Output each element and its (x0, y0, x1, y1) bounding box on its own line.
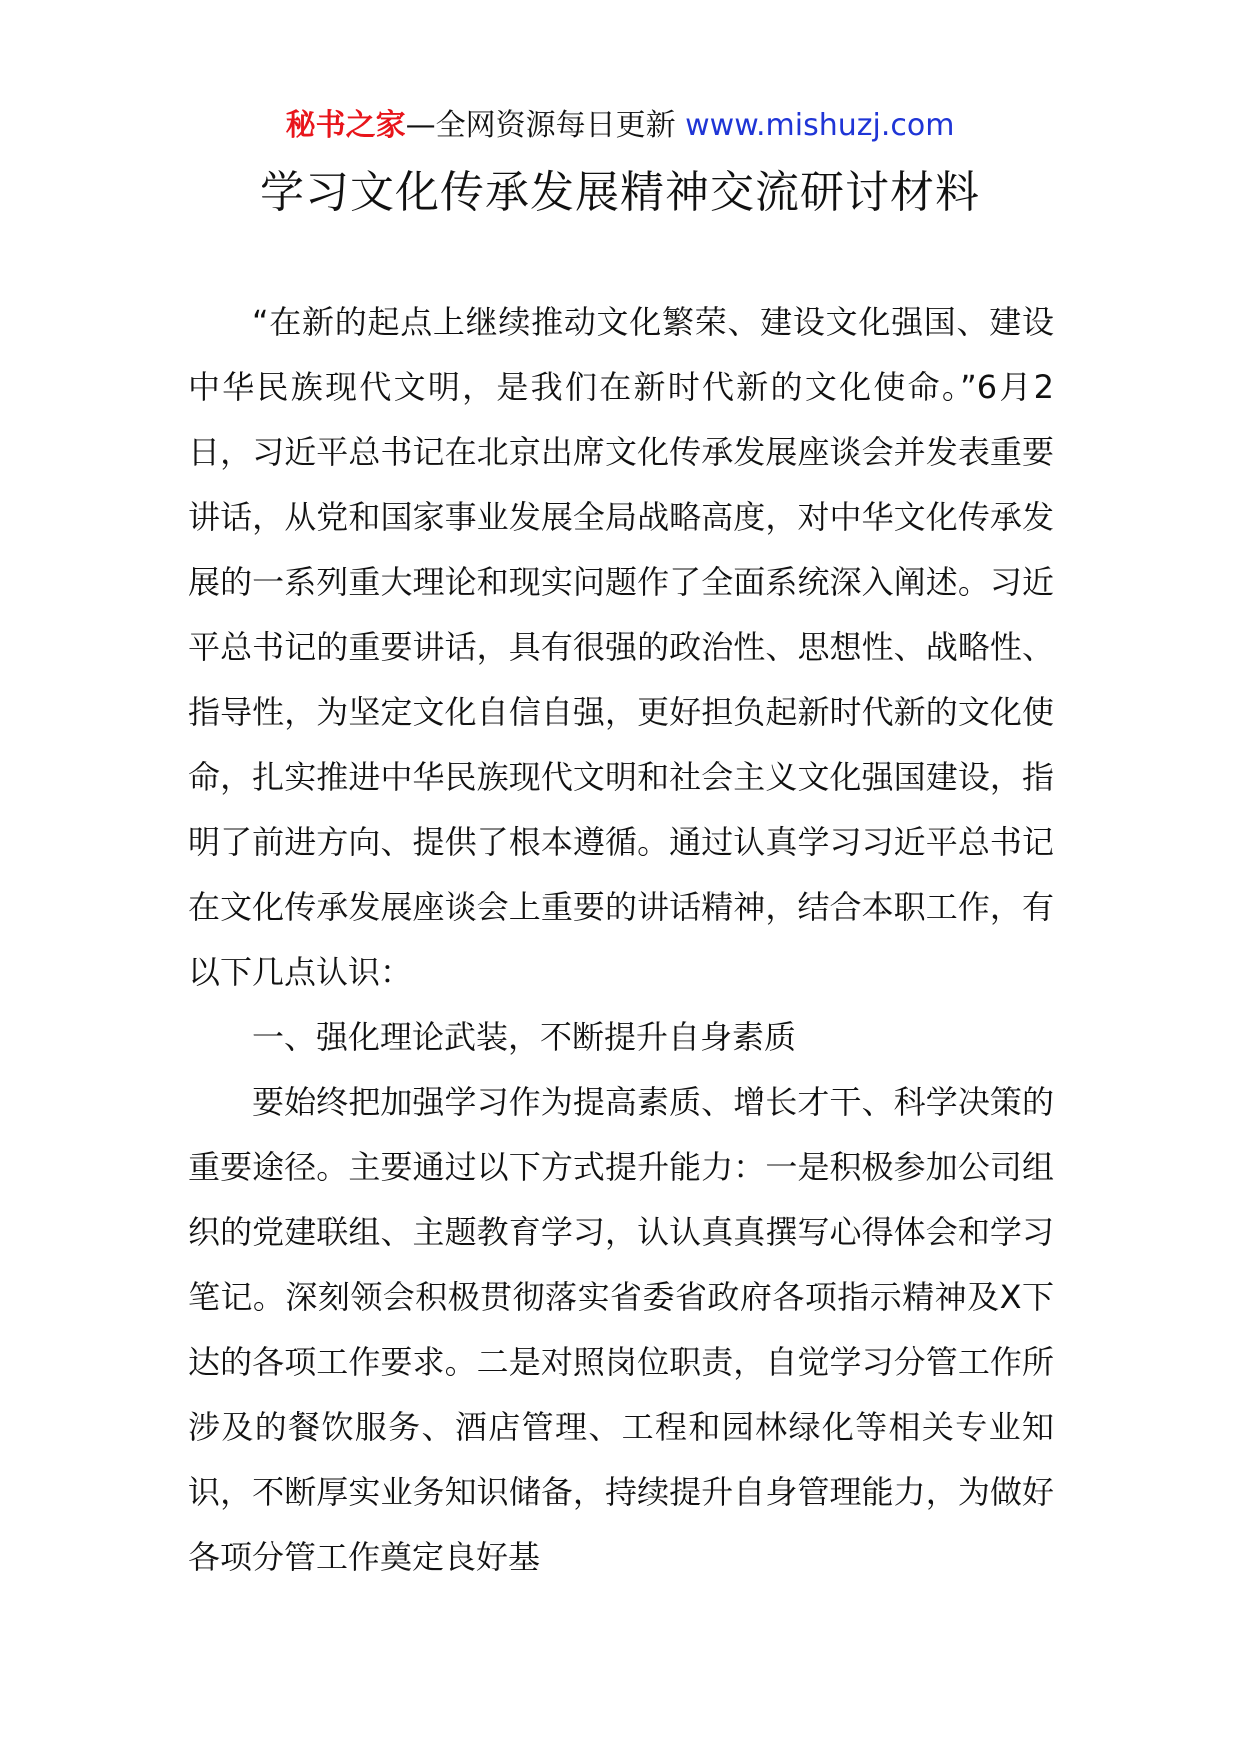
document-body (188, 290, 1054, 1590)
site-tagline: —全网资源每日更新 (405, 108, 686, 143)
site-brand: 秘书之家 (285, 108, 406, 143)
document-title: 学习文化传承发展精神交流研讨材料 (260, 167, 980, 218)
site-header (0, 98, 1240, 154)
section-heading-1: 一、强化理论武装，不断提升自身素质 (252, 1018, 797, 1056)
intro-paragraph: “在新的起点上继续推动文化繁荣、建设文化强国、建设中华民族现代文明，是我们在新时代新的文化使命。”6月2日，习近平总书记在北京出席文化传承发展座谈会并发表重要讲话，从党和国家事业发展全局战略高度，对中华文化传承发展的一系列重大理论和现实问题作了全面系统深入阐述。习近平总书记的重要讲话，具有很强的政治性、思想性、战略性、指导性，为坚定文化自信自强，更好担负起新时代新的文化使命，扎实推进中华民族现代文明和社会主义文化强国建设，指明了前进方向、提供了根本遵循。通过认真学习习近平总书记在文化传承发展座谈会上重要的讲话精神，结合本职工作，有以下几点认识： (188, 303, 1054, 991)
site-url-link[interactable]: www.mishuzj.com (685, 108, 955, 143)
section-1-paragraph: 要始终把加强学习作为提高素质、增长才干、科学决策的重要途径。主要通过以下方式提升能力：一是积极参加公司组织的党建联组、主题教育学习，认认真真撰写心得体会和学习笔记。深刻领会积极贯彻落实省委省政府各项指示精神及X下达的各项工作要求。二是对照岗位职责，自觉学习分管工作所涉及的餐饮服务、酒店管理、工程和园林绿化等相关专业知识，不断厚实业务知识储备，持续提升自身管理能力，为做好各项分管工作奠定良好基 (188, 1083, 1054, 1576)
